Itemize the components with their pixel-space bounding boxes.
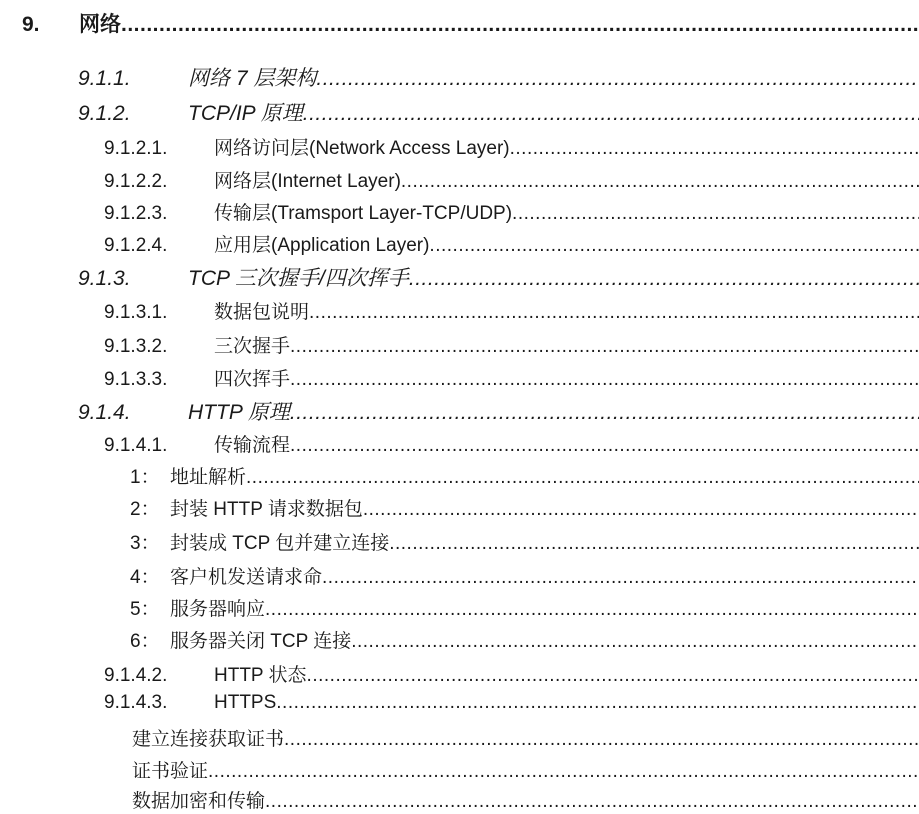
dot-leader [290,401,919,425]
toc-number: 9.1.3.1. [104,302,168,323]
toc-entry-9-1-2[interactable] [0,97,919,127]
toc-number: 9.1.4.1. [104,435,168,456]
toc-entry-9-1-3[interactable] [0,262,919,292]
toc-entry-https-encrypt[interactable] [0,786,919,814]
dot-leader [512,203,919,225]
dot-leader [389,533,919,555]
dot-leader [401,171,919,193]
dot-leader [510,138,919,160]
toc-title: 服务器关闭 TCP 连接 [170,631,352,652]
toc-number: 9.1.4.3. [104,692,168,713]
toc-number: 9. [22,13,40,36]
toc-entry-step-2[interactable] [0,494,919,522]
toc-title: 传输层(Tramsport Layer-TCP/UDP) [214,203,513,224]
dot-leader [276,692,919,714]
toc-entry-step-5[interactable] [0,594,919,622]
toc-title: 建立连接获取证书 [132,729,285,750]
toc-number: 9.1.4.2. [104,665,168,686]
toc-title: 数据加密和传输 [132,791,266,812]
toc-entry-step-6[interactable] [0,626,919,654]
toc-number: 9.1.3. [78,267,131,290]
dot-leader [409,267,919,291]
toc-entry-9-1-4-1[interactable] [0,430,919,458]
toc-number: 2： [130,499,160,520]
toc-number: 3： [130,533,160,554]
dot-leader [307,665,919,687]
dot-leader [265,599,919,621]
toc-number: 9.1.3.3. [104,369,168,390]
toc-entry-step-4[interactable] [0,562,919,590]
dot-leader [208,761,919,783]
toc-entry-9-1-2-1[interactable] [0,133,919,161]
dot-leader [322,567,919,589]
toc-title: 网络 7 层架构 [188,67,317,90]
toc-title: 网络访问层(Network Access Layer) [214,138,510,159]
toc-title: 网络 [79,13,121,36]
dot-leader [284,729,919,751]
toc-number: 9.1.2.4. [104,235,168,256]
toc-title: 网络层(Internet Layer) [214,171,401,192]
toc-entry-9-1-4[interactable] [0,396,919,426]
dot-leader [351,631,919,653]
toc-number: 9.1.2.3. [104,203,168,224]
toc-entry-9-1-3-1[interactable] [0,297,919,325]
toc-entry-9-1-4-2[interactable] [0,660,919,688]
toc-entry-9-1-3-2[interactable] [0,331,919,359]
toc-entry-9-1-4-3[interactable] [0,692,919,720]
dot-leader [303,102,919,126]
toc-title: 传输流程 [214,435,291,456]
toc-entry-9[interactable] [0,8,919,38]
dot-leader [290,336,919,358]
toc-entry-9-1-2-4[interactable] [0,230,919,258]
toc-title: 地址解析 [170,467,247,488]
dot-leader [363,499,919,521]
toc-title: 服务器响应 [170,599,266,620]
toc-title: 封装成 TCP 包并建立连接 [170,533,390,554]
toc-title: 封装 HTTP 请求数据包 [170,499,363,520]
toc-entry-https-connect[interactable] [0,724,919,752]
toc-entry-9-1-1[interactable] [0,62,919,92]
dot-leader [290,369,919,391]
toc-entry-9-1-2-3[interactable] [0,198,919,226]
toc-entry-9-1-3-3[interactable] [0,364,919,392]
dot-leader [265,791,919,813]
toc-number: 1： [130,467,160,488]
toc-entry-https-verify[interactable] [0,756,919,784]
toc-title: TCP 三次握手/四次挥手 [188,267,409,290]
toc-entry-step-3[interactable] [0,528,919,556]
toc-title: 数据包说明 [214,302,310,323]
toc-title: TCP/IP 原理 [188,102,303,125]
toc-number: 9.1.2. [78,102,131,125]
toc-number: 4： [130,567,160,588]
toc-number: 9.1.3.2. [104,336,168,357]
toc-title: 应用层(Application Layer) [214,235,430,256]
toc-title: HTTPS [214,692,277,713]
toc-title: 客户机发送请求命 [170,567,323,588]
dot-leader [246,467,919,489]
toc-title: 三次握手 [214,336,291,357]
toc-number: 9.1.4. [78,401,131,424]
toc-number: 9.1.1. [78,67,131,90]
toc-number: 9.1.2.2. [104,171,168,192]
toc-number: 9.1.2.1. [104,138,168,159]
dot-leader [316,67,919,91]
toc-title: 证书验证 [132,761,209,782]
dot-leader [290,435,919,457]
dot-leader [429,235,919,257]
toc-entry-9-1-2-2[interactable] [0,166,919,194]
toc-number: 6： [130,631,160,652]
dot-leader [121,13,919,37]
dot-leader [309,302,919,324]
toc-number: 5： [130,599,160,620]
toc-title: 四次挥手 [214,369,291,390]
toc-entry-step-1[interactable] [0,462,919,490]
toc-title: HTTP 原理 [188,401,290,424]
toc-title: HTTP 状态 [214,665,307,686]
